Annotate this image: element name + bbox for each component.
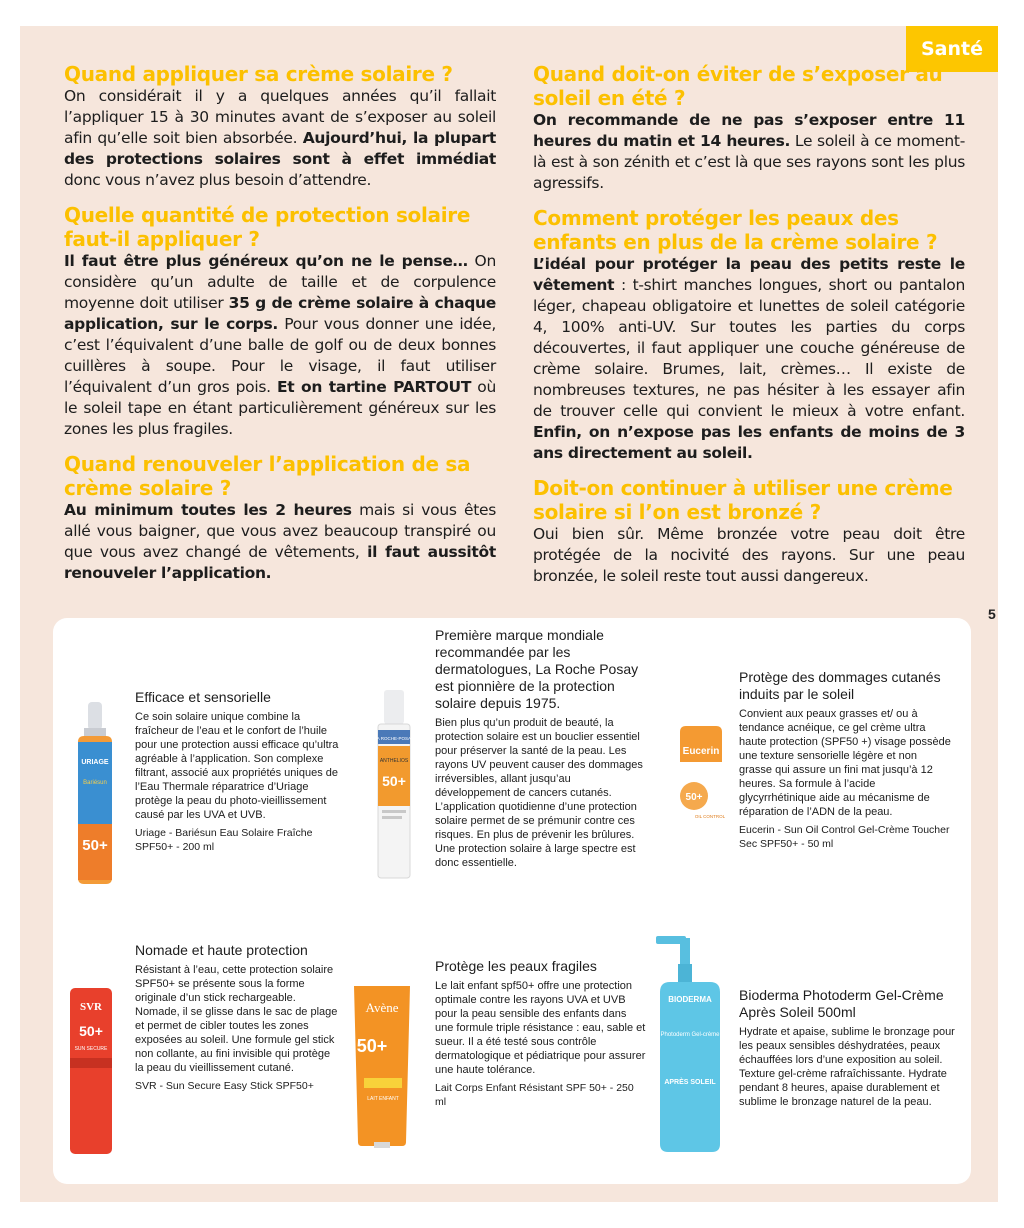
product-label: Bariésun xyxy=(83,780,107,786)
section-heading: Comment protéger les peaux des enfants en plus de la crème solaire ? xyxy=(533,206,938,254)
section-heading: Quand doit-on éviter de s’exposer au soleil en été ? xyxy=(533,62,943,110)
body-text-bold: On recommande de ne pas s’exposer entre 11 heures du matin et 14 heures. xyxy=(533,111,965,150)
product-label: Photoderm Gel-crème xyxy=(660,1032,720,1038)
section-heading: Doit-on continuer à utiliser une crème solaire si l’on est bronzé ? xyxy=(533,476,953,524)
brand-label: BIODERMA xyxy=(668,995,712,1004)
spf-label: 50+ xyxy=(356,1036,388,1056)
spf-label: 50+ xyxy=(685,792,703,803)
section-body xyxy=(533,254,965,464)
body-text: mais si vous êtes allé vous baigner, que vous avez beaucoup transpiré ou que vous avez changé de vêtements, xyxy=(64,501,497,561)
brand-label: SVR xyxy=(79,1001,103,1013)
section-heading: Quand appliquer sa crème solaire ? xyxy=(64,62,453,86)
product-title: Efficace et sensorielle xyxy=(135,689,271,705)
body-text: donc vous n’avez plus besoin d’attendre. xyxy=(64,171,372,189)
spf-label: 50+ xyxy=(382,773,406,789)
body-text-bold: il faut aussitôt renouveler l’application. xyxy=(64,543,496,582)
body-text: où le soleil tape en étant particulièrement généreux sur les zones les plus fragiles. xyxy=(64,378,496,438)
body-text: Le soleil à ce moment-là est à son zénith et c’est là que ses rayons sont les plus agressifs. xyxy=(533,132,966,192)
brand-label: LA ROCHE-POSAY xyxy=(374,736,414,741)
right-column xyxy=(533,62,965,587)
larocheposay-bottle-image xyxy=(370,690,418,880)
bioderma-pump-image xyxy=(652,936,728,1154)
product-title: Protège les peaux fragiles xyxy=(435,958,597,974)
product-title: Protège des dommages cutanés induits par le soleil xyxy=(739,669,941,702)
body-text-bold: 35 g de crème solaire à chaque application, sur le corps. xyxy=(64,294,496,333)
product-larocheposay xyxy=(435,627,647,870)
product-description: Hydrate et apaise, sublime le bronzage pour les peaux sensibles déshydratées, peaux échauffées lors d’une exposition au soleil. Texture gel-crème rafraîchissante. Hydrate pendant 8 heures, apaise durablement et sublime le bronzage naturel de la peau. xyxy=(739,1026,955,1108)
body-text-bold: L’idéal pour protéger la peau des petits reste le vêtement xyxy=(533,255,965,294)
spf-label: 50+ xyxy=(82,837,108,854)
product-label: OIL CONTROL xyxy=(694,814,726,819)
body-text-bold: Aujourd’hui, la plupart des protections solaires sont à effet immédiat xyxy=(64,129,496,168)
section-heading: Quand renouveler l’application de sa crème solaire ? xyxy=(64,452,471,500)
product-name: SVR - Sun Secure Easy Stick SPF50+ xyxy=(135,1080,314,1092)
page-number: 5 xyxy=(988,606,996,622)
product-bioderma xyxy=(739,987,957,1109)
brand-label: Eucerin xyxy=(682,746,720,757)
product-label: SUN SECURE xyxy=(74,1046,108,1052)
section-tag: Santé xyxy=(906,26,998,72)
product-description: Bien plus qu’un produit de beauté, la protection solaire est un bouclier essentiel pour préserver la santé de la peau. Les rayons UV peuvent causer des dommages irréversibles, allant jusqu’au développement de cancers cutanés. L’application quotidienne d’une protection solaire permet de se prémunir contre ces risques. En plus de prévenir les brûlures. Une protection solaire à large spectre est donc essentielle. xyxy=(435,717,643,869)
product-description: Convient aux peaux grasses et/ ou à tendance acnéique, ce gel crème ultra haute protection (SPF50 +) visage possède une texture sensorielle légère et non grasse qui assure un fini mat jusqu’à 12 heures. Sa formule à l’acide glycyrrhétinique aide au mécanisme de réparation de l’ADN de la peau. xyxy=(739,708,951,818)
spf-label: 50+ xyxy=(79,1023,103,1039)
section-body xyxy=(64,86,496,191)
avene-tube-image xyxy=(350,982,414,1148)
product-uriage xyxy=(135,689,340,854)
brand-label: Avène xyxy=(365,1000,399,1015)
section-body xyxy=(64,251,496,440)
product-title: Première marque mondiale recommandée par les dermatologues, La Roche Posay est pionnière de la protection solaire depuis 1975. xyxy=(435,627,639,711)
product-label: ANTHELIOS xyxy=(379,758,409,764)
brand-label: URIAGE xyxy=(81,759,109,766)
product-name: Uriage - Bariésun Eau Solaire Fraîche SPF50+ - 200 ml xyxy=(135,827,313,853)
product-name: Eucerin - Sun Oil Control Gel-Crème Toucher Sec SPF50+ - 50 ml xyxy=(739,824,950,850)
section-heading: Quelle quantité de protection solaire faut-il appliquer ? xyxy=(64,203,471,251)
product-label: LAIT ENFANT xyxy=(367,1096,399,1102)
body-text: On considère qu’un adulte de taille et de corpulence moyenne doit utiliser xyxy=(64,252,496,312)
section-body xyxy=(64,500,496,584)
left-column xyxy=(64,62,496,584)
product-avene xyxy=(435,958,647,1109)
product-title: Bioderma Photoderm Gel-Crème Après Soleil 500ml xyxy=(739,987,944,1020)
body-text: : t-shirt manches longues, short ou pantalon léger, chapeau obligatoire et lunettes de soleil catégorie 4, 100% anti-UV. Sur toutes les parties du corps découvertes, il faut appliquer une couche généreuse de crème solaire. Brumes, lait, crèmes… Il existe de nombreuses textures, ne pas hésiter à les essayer afin de trouver celle qui convient le mieux à votre enfant. xyxy=(533,276,965,420)
section-body xyxy=(533,524,965,587)
product-description: Le lait enfant spf50+ offre une protection optimale contre les rayons UVA et UVB pour la peau sensible des enfants dans une formule triple résistance : eau, sable et sueur. Il a été testé sous contrôle dermatologique et pédiatrique pour assurer une haute tolérance. xyxy=(435,980,646,1076)
body-text-bold: Et on tartine PARTOUT xyxy=(276,378,472,396)
body-text: Oui bien sûr. Même bronzée votre peau doit être protégée de la nocivité des rayons. Sur une peau bronzée, le soleil reste tout aussi dangereux. xyxy=(533,525,965,585)
section-body xyxy=(533,110,965,194)
product-description: Résistant à l’eau, cette protection solaire SPF50+ se présente sous la forme originale d’un stick rechargeable. Nomade, il se glisse dans le sac de plage et permet de cibler toutes les zones exposées au soleil. Une formule gel stick non collante, au fini invisible qui protège la peau du vieillissement cutané. xyxy=(135,964,338,1074)
svr-stick-image xyxy=(66,988,116,1154)
product-description: Ce soin solaire unique combine la fraîcheur de l’eau et le confort de l’huile pour une protection aussi efficace qu’ultra agréable à l’application. Son complexe filtrant, associé aux propriétés uniques de l’Eau Thermale réparatrice d’Uriage protège la peau du photo-vieillissement causé par les UVA et UVB. xyxy=(135,711,339,821)
body-text: Pour vous donner une idée, c’est l’équivalent d’une balle de golf ou de deux bonnes cuillères à soupe. Pour le visage, il faut utiliser l’équivalent d’un gros pois. xyxy=(64,315,496,396)
uriage-bottle-image xyxy=(72,702,118,884)
product-title: Nomade et haute protection xyxy=(135,942,308,958)
product-eucerin xyxy=(739,669,951,851)
body-text-bold: Il faut être plus généreux qu’on ne le pense… xyxy=(64,252,468,270)
body-text-bold: Au minimum toutes les 2 heures xyxy=(64,501,352,519)
product-name: Lait Corps Enfant Résistant SPF 50+ - 250 ml xyxy=(435,1082,634,1108)
spf-label: APRÈS SOLEIL xyxy=(664,1079,716,1086)
eucerin-tube-image xyxy=(674,726,728,882)
body-text: On considérait il y a quelques années qu’il fallait l’appliquer 15 à 30 minutes avant de s’exposer au soleil afin qu’elle soit bien absorbée. xyxy=(64,87,496,147)
body-text-bold: Enfin, on n’expose pas les enfants de moins de 3 ans directement au soleil. xyxy=(533,423,965,462)
product-svr xyxy=(135,942,340,1093)
